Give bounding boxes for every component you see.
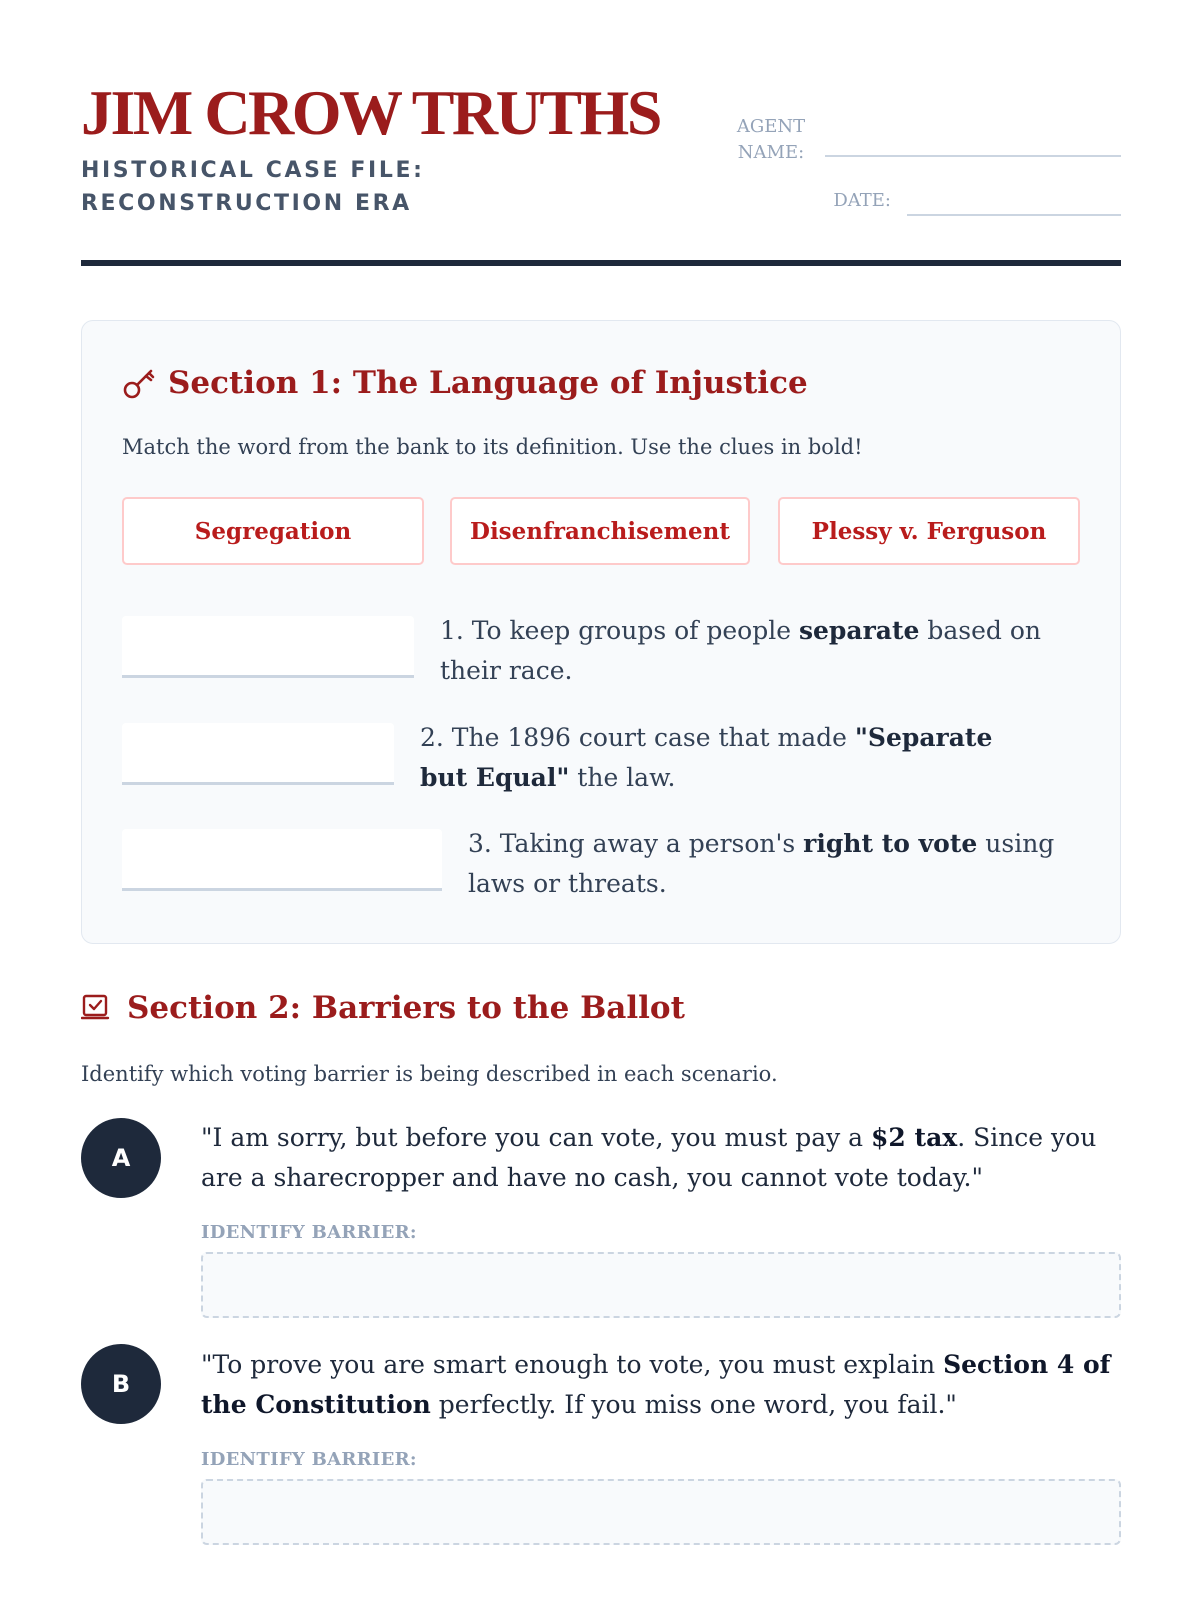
scenario-b-badge: B bbox=[81, 1344, 161, 1424]
word-bank-item: Plessy v. Ferguson bbox=[778, 497, 1080, 565]
scenario-a-answer-field[interactable] bbox=[201, 1252, 1121, 1318]
word-bank-item: Disenfranchisement bbox=[450, 497, 750, 565]
scenario-a-text: "I am sorry, but before you can vote, you must pay a $2 tax. Since you are a sharecropper and have no cash, you cannot vote today." bbox=[201, 1123, 1097, 1192]
section-1-instructions: Match the word from the bank to its definition. Use the clues in bold! bbox=[122, 435, 863, 459]
answer-blank-2[interactable] bbox=[122, 723, 394, 785]
agent-name-label: AGENT NAME: bbox=[736, 116, 806, 163]
word-bank-item: Segregation bbox=[122, 497, 424, 565]
answer-blank-1[interactable] bbox=[122, 616, 414, 678]
date-label: DATE: bbox=[833, 190, 891, 211]
identify-barrier-label: IDENTIFY BARRIER: bbox=[201, 1222, 417, 1243]
identify-barrier-label: IDENTIFY BARRIER: bbox=[201, 1449, 417, 1470]
header-divider bbox=[81, 260, 1121, 266]
key-icon bbox=[122, 367, 156, 401]
scenario-b-answer-field[interactable] bbox=[201, 1479, 1121, 1545]
section-1-title: Section 1: The Language of Injustice bbox=[168, 365, 808, 401]
definition-2: 2. The 1896 court case that made "Separate but Equal" the law. bbox=[420, 723, 993, 792]
scenario-b-text: "To prove you are smart enough to vote, you must explain Section 4 of the Constitution perfectly. If you miss one word, you fail." bbox=[201, 1350, 1111, 1419]
section-1-card bbox=[81, 320, 1121, 944]
ballot-box-icon bbox=[81, 992, 111, 1022]
date-field[interactable] bbox=[907, 214, 1121, 216]
agent-name-field[interactable] bbox=[825, 155, 1121, 157]
section-2-title: Section 2: Barriers to the Ballot bbox=[127, 990, 685, 1026]
scenario-a-badge: A bbox=[81, 1118, 161, 1198]
page-title: JIM CROW TRUTHS bbox=[81, 77, 660, 148]
page-subtitle: HISTORICAL CASE FILE: RECONSTRUCTION ERA bbox=[81, 158, 425, 216]
section-2-instructions: Identify which voting barrier is being described in each scenario. bbox=[81, 1062, 778, 1086]
worksheet-page bbox=[81, 0, 1121, 1470]
definition-1: 1. To keep groups of people separate based on their race. bbox=[440, 616, 1042, 685]
header bbox=[81, 0, 1121, 270]
answer-blank-3[interactable] bbox=[122, 829, 442, 891]
definition-3: 3. Taking away a person's right to vote using laws or threats. bbox=[468, 829, 1055, 898]
